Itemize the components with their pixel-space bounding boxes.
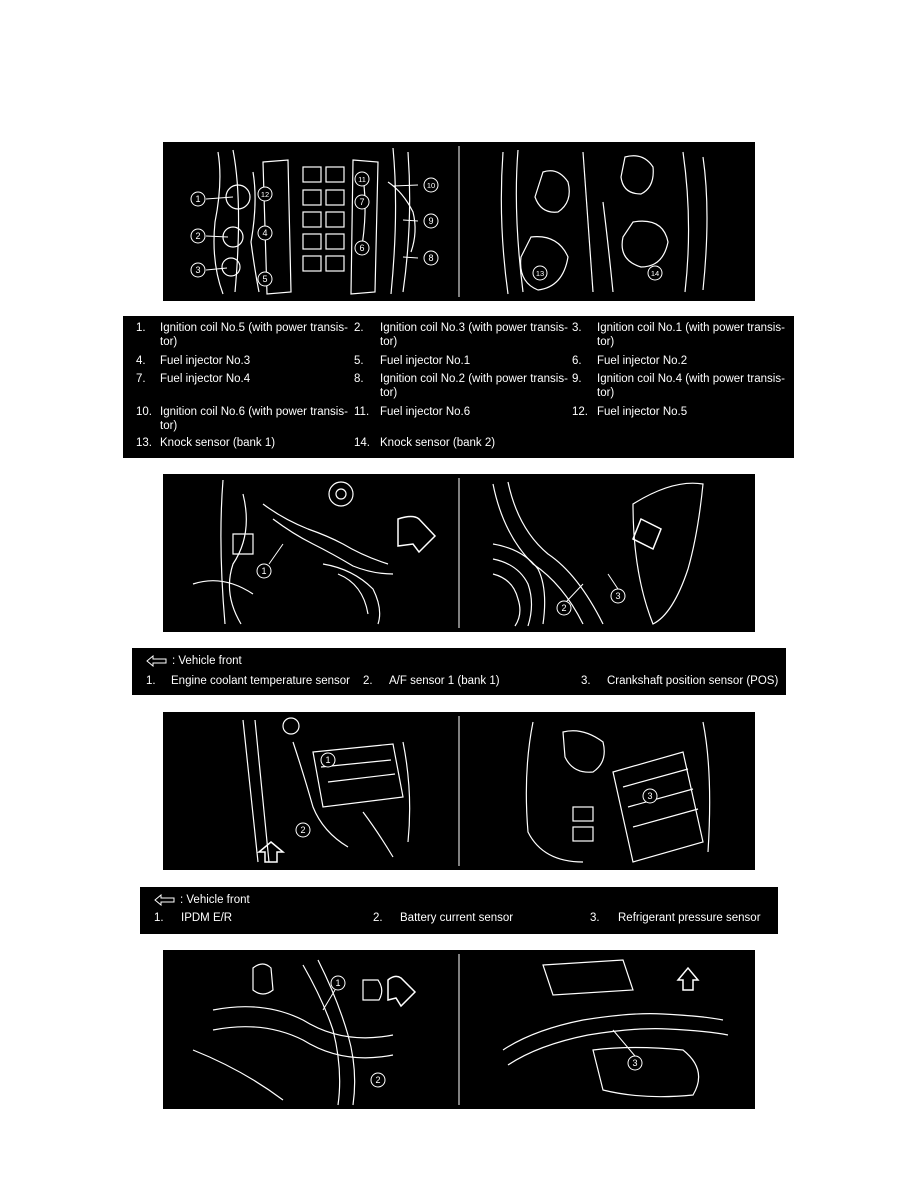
vehicle-front-note: : Vehicle front <box>154 893 250 907</box>
vehicle-front-arrow-icon <box>154 894 176 906</box>
svg-text:1: 1 <box>335 978 341 988</box>
svg-text:3: 3 <box>632 1058 638 1068</box>
callout-3 <box>643 789 657 803</box>
callout-3 <box>608 574 625 603</box>
callout-1 <box>323 976 345 1010</box>
svg-text:1: 1 <box>325 755 331 765</box>
svg-text:1: 1 <box>195 194 201 204</box>
svg-text:2: 2 <box>561 603 567 613</box>
callout-7 <box>355 195 369 209</box>
svg-text:5: 5 <box>262 274 268 284</box>
svg-text:1: 1 <box>261 566 267 576</box>
engine-front-illustration <box>163 474 755 632</box>
svg-text:3: 3 <box>647 791 653 801</box>
engine-top-illustration <box>163 142 755 301</box>
svg-text:2: 2 <box>300 825 306 835</box>
svg-text:2: 2 <box>195 231 201 241</box>
svg-text:6: 6 <box>359 243 365 253</box>
legend-ignition-coils-injectors: 1. Ignition coil No.5 (with power transis- tor) 2. Ignition coil No.3 (with power transis- tor) 3. Ignition coil No.1 (with power transis- tor) 4. Fuel injector No.3 5. Fuel injector No.1 6. Fuel injector No.2 7. Fuel injector No.4 8. Ignition coil No.2 (with power transis- tor) 9. Ignition coil No.4 (with power transis- tor) 10. Ignition coil No.6 (with power transis- tor) 11. Fuel injector No.6 12. Fuel injector No.5 13. Knock sensor (bank 1) 14. Knock sensor (bank 2) <box>123 316 794 458</box>
callout-13 <box>533 266 547 280</box>
callout-3 <box>613 1030 642 1070</box>
svg-text:13: 13 <box>535 269 545 278</box>
callout-2 <box>296 823 310 837</box>
svg-text:8: 8 <box>428 253 434 263</box>
vehicle-front-note: : Vehicle front <box>146 654 242 668</box>
callout-2 <box>371 1073 385 1087</box>
callout-14 <box>648 266 662 280</box>
callout-1 <box>321 753 335 767</box>
callout-10 <box>393 178 438 192</box>
vehicle-front-arrow-icon <box>146 655 168 667</box>
callout-5 <box>258 272 272 286</box>
svg-text:9: 9 <box>428 216 434 226</box>
svg-text:11: 11 <box>358 175 366 184</box>
svg-text:4: 4 <box>262 228 268 238</box>
engine-lower-illustration <box>163 950 755 1109</box>
svg-text:7: 7 <box>359 197 365 207</box>
callout-8 <box>403 251 438 265</box>
svg-text:14: 14 <box>650 269 660 278</box>
callout-9 <box>403 214 438 228</box>
legend-ipdm-battery-refrigerant: : Vehicle front 1. IPDM E/R 2. Battery current sensor 3. Refrigerant pressure sensor <box>140 887 778 934</box>
svg-text:2: 2 <box>375 1075 381 1085</box>
callout-12 <box>258 187 272 201</box>
callout-4 <box>258 226 272 240</box>
svg-text:10: 10 <box>426 181 436 190</box>
figure-engine-lower-sensors <box>163 950 755 1109</box>
figure-ipdm-battery-refrigerant <box>163 712 755 870</box>
engine-bay-left-illustration <box>163 712 755 870</box>
svg-text:3: 3 <box>615 591 621 601</box>
figure-engine-top-ignition-coils <box>163 142 755 301</box>
figure-coolant-af-crankshaft-sensors <box>163 474 755 632</box>
svg-text:3: 3 <box>195 265 201 275</box>
callout-1 <box>257 544 283 578</box>
legend-sensors-front: : Vehicle front 1. Engine coolant temperature sensor 2. A/F sensor 1 (bank 1) 3. Crankshaft position sensor (POS) <box>132 648 786 695</box>
callout-11 <box>355 172 369 186</box>
svg-text:12: 12 <box>260 190 270 199</box>
callout-6 <box>355 241 369 255</box>
